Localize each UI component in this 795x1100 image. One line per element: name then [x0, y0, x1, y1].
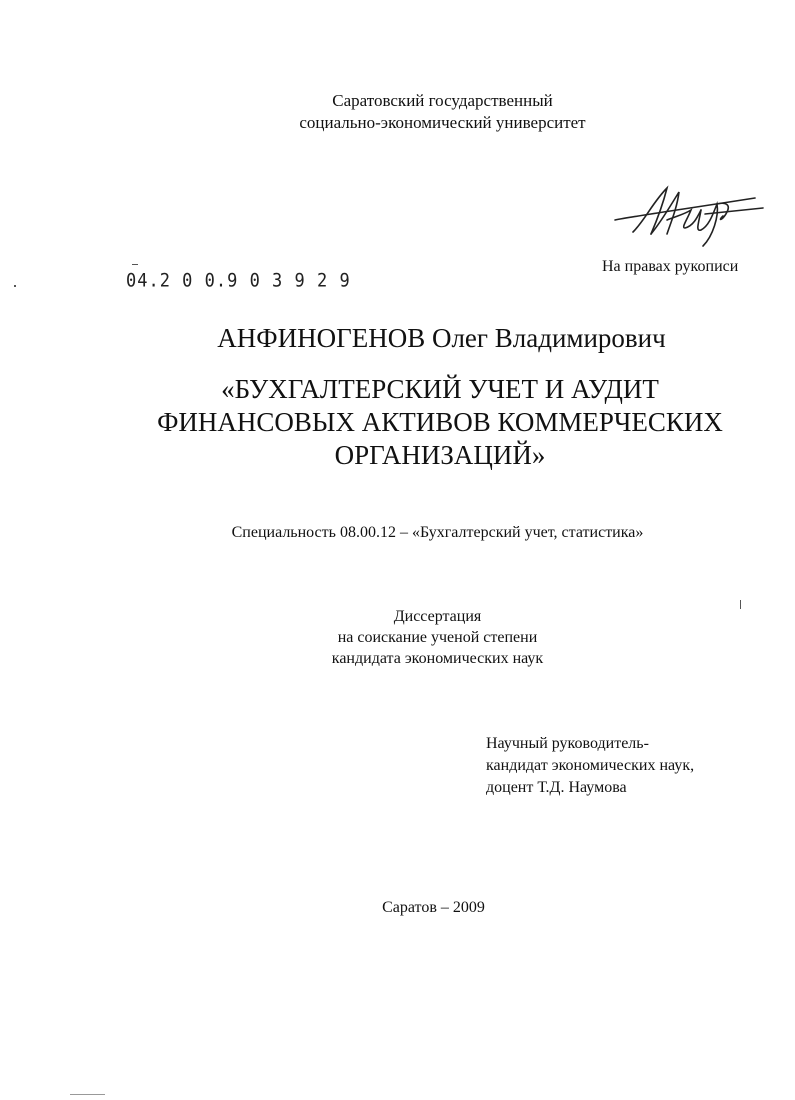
title-line-2: ФИНАНСОВЫХ АКТИВОВ КОММЕРЧЕСКИХ: [157, 407, 723, 437]
handwritten-signature: [605, 180, 775, 250]
scan-speck: [740, 600, 741, 609]
city-year-text: Саратов – 2009: [382, 899, 485, 916]
university-line-2: социально-экономический университет: [299, 113, 586, 132]
supervisor-line-2: кандидат экономических наук,: [486, 757, 695, 774]
author-name-text: АНФИНОГЕНОВ Олег Владимирович: [217, 323, 666, 353]
scan-speck: [132, 264, 138, 265]
degree-line-3: кандидата экономических наук: [331, 650, 544, 667]
city-year: [0, 899, 795, 917]
specialty: [0, 524, 795, 542]
title-line-3: ОРГАНИЗАЦИЙ»: [334, 440, 546, 470]
manuscript-note: На правах рукописи: [602, 258, 739, 275]
supervisor-block: [486, 733, 694, 799]
title-line-1: «БУХГАЛТЕРСКИЙ УЧЕТ И АУДИТ: [221, 374, 659, 404]
scan-speck: [70, 1094, 105, 1095]
degree-line-1: Диссертация: [393, 608, 482, 625]
archive-code: 04.2 0 0.9 0 3 9 2 9: [126, 270, 351, 292]
university-line-1: Саратовский государственный: [332, 91, 553, 110]
author-name: [0, 321, 795, 355]
scan-speck: [14, 285, 16, 287]
degree-line-2: на соискание ученой степени: [337, 629, 538, 646]
supervisor-line-3: доцент Т.Д. Наумова: [486, 779, 627, 796]
degree-statement: [0, 606, 795, 669]
dissertation-title: [0, 373, 795, 472]
specialty-text: Специальность 08.00.12 – «Бухгалтерский учет, статистика»: [231, 524, 644, 541]
supervisor-line-1: Научный руководитель-: [486, 735, 649, 752]
university-name: [0, 90, 795, 134]
